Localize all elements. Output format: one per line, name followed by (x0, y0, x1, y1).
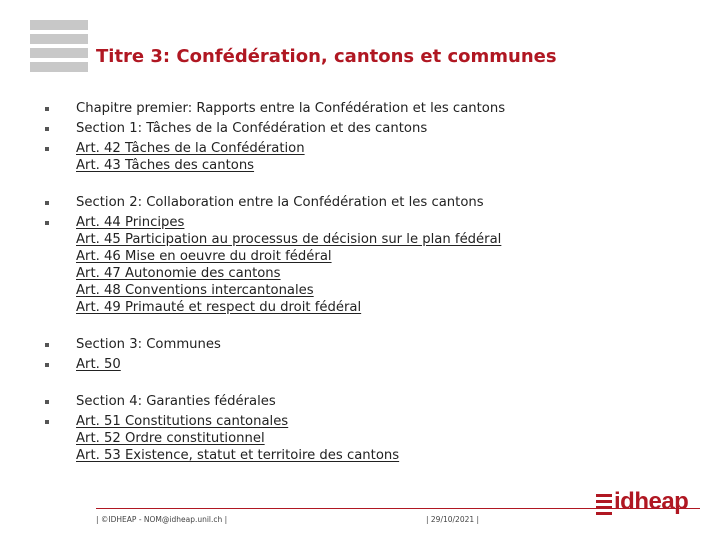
slide-title: Titre 3: Confédération, cantons et communes (96, 46, 557, 67)
article-link[interactable]: Art. 50 (76, 357, 121, 372)
article-link[interactable]: Art. 53 Existence, statut et territoire des cantons (76, 448, 400, 463)
article-link[interactable]: Art. 44 Principes (76, 215, 185, 230)
article-link[interactable]: Art. 49 Primauté et respect du droit fédéral (76, 300, 362, 315)
bullet-marker (45, 420, 49, 424)
bullet-marker (45, 127, 49, 131)
article-link[interactable]: Art. 45 Participation au processus de décision sur le plan fédéral (76, 232, 502, 247)
article-link[interactable]: Art. 47 Autonomie des cantons (76, 266, 281, 281)
section-heading: Section 4: Garanties fédérales (76, 394, 276, 409)
article-link[interactable]: Art. 48 Conventions intercantonales (76, 283, 314, 298)
bullet-marker (45, 363, 49, 367)
idheap-logo-text: idheap (614, 488, 689, 515)
footer-date: | 29/10/2021 | (426, 515, 480, 524)
bullet-marker (45, 343, 49, 347)
bullet-marker (45, 107, 49, 111)
article-link[interactable]: Art. 46 Mise en oeuvre du droit fédéral (76, 249, 332, 264)
section-heading: Section 1: Tâches de la Confédération et des cantons (76, 121, 428, 136)
bullet-marker (45, 221, 49, 225)
article-link[interactable]: Art. 52 Ordre constitutionnel (76, 431, 265, 446)
article-link[interactable]: Art. 42 Tâches de la Confédération (76, 141, 305, 156)
section-heading: Chapitre premier: Rapports entre la Confédération et les cantons (76, 101, 506, 116)
bullet-marker (45, 400, 49, 404)
section-heading: Section 3: Communes (76, 337, 221, 352)
idheap-logo (596, 490, 696, 522)
bullet-marker (45, 147, 49, 151)
article-link[interactable]: Art. 43 Tâches des cantons (76, 158, 255, 173)
bullet-marker (45, 201, 49, 205)
section-heading: Section 2: Collaboration entre la Confédération et les cantons (76, 195, 484, 210)
footer-contact: | ©IDHEAP - NOM@idheap.unil.ch | (96, 515, 228, 524)
article-link[interactable]: Art. 51 Constitutions cantonales (76, 414, 289, 429)
